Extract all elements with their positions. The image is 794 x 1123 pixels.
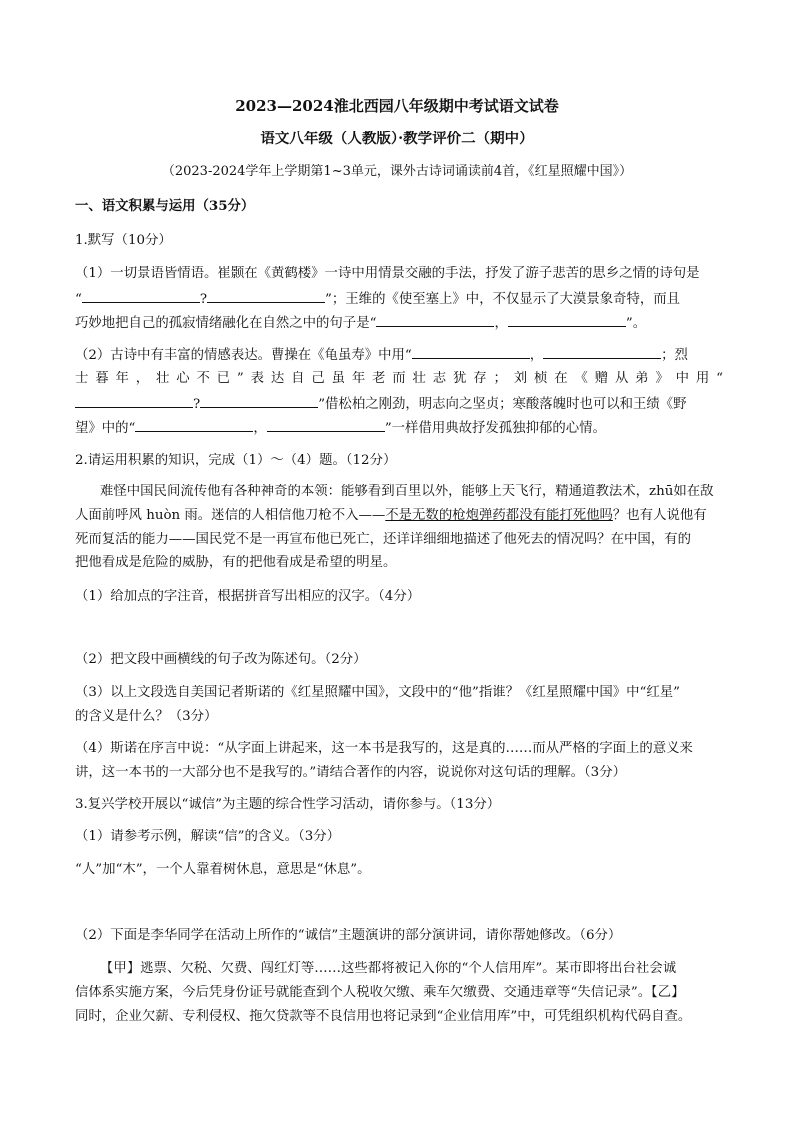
q2-heading: 2.请运用积累的知识，完成（1）～（4）题。（12分） — [75, 453, 397, 468]
passage-line: 死而复活的能力——国民党不是一再宣布他已死亡，还详详细细地描述了他死去的情况吗？在中国，有的 — [75, 532, 691, 547]
text: 望》中的“ — [75, 421, 136, 436]
text: ；烈 — [661, 348, 688, 363]
underlined-sentence: 不是无数的枪炮弹药都没有能打死他吗 — [385, 508, 613, 523]
q3-example: “人”加“木”，一个人靠着树休息，意思是“休息”。 — [75, 862, 371, 877]
answer-blank[interactable] — [200, 395, 318, 408]
text: ， — [253, 421, 267, 436]
q2-sub3-line1: （3）以上文段选自美国记者斯诺的《红星照耀中国》，文段中的“他”指谁？《红星照耀中国》中“红星” — [75, 685, 680, 700]
q2-sub1: （1）给加点的字注音，根据拼音写出相应的汉字。（4分） — [75, 589, 421, 604]
q2-sub2: （2）把文段中画横线的句子改为陈述句。（2分） — [75, 652, 367, 667]
q1-heading: 1.默写（10分） — [75, 233, 172, 248]
answer-blank[interactable] — [412, 346, 530, 359]
text: （2）古诗中有丰富的情感表达。曹操在《龟虽寿》中用“ — [75, 348, 412, 363]
speech-line: 信体系实施方案，今后凭身份证号就能查到个人税收欠缴、乘车欠缴费、交通违章等“失信记录”。【乙】 — [75, 985, 685, 1000]
text: ， — [529, 348, 544, 363]
answer-blank[interactable] — [82, 290, 200, 303]
q3-heading: 3.复兴学校开展以“诚信”为主题的综合性学习活动，请你参与。（13分） — [75, 797, 501, 812]
q1-part2-line4 — [75, 419, 723, 437]
q1-part2-line1 — [75, 346, 723, 364]
q2-sub3-line2: 的含义是什么？（3分） — [75, 709, 218, 724]
passage-line — [75, 508, 723, 524]
q2-sub4-line1: （4）斯诺在序言中说：“从字面上讲起来，这一本书是我写的，这是真的……而从严格的字面上的意义来 — [75, 741, 693, 756]
q1-part2-line2: 士暮年，壮心不已”表达自己虽年老而壮志犹存；刘桢在《赠从弟》中用“ — [75, 371, 723, 386]
text: ”一样借用典故抒发孤独抑郁的心情。 — [384, 421, 606, 436]
text: 人面前呼风 huòn 雨。迷信的人相信他刀枪不入—— — [75, 508, 386, 523]
text: ”；王维的《使至塞上》中，不仅显示了大漠景象奇特，而且 — [325, 292, 681, 307]
q1-part1-line1: （1）一切景语皆情语。崔颢在《黄鹤楼》一诗中用情景交融的手法，抒发了游子悲苦的思乡之情的诗句是 — [75, 266, 700, 281]
exam-subtitle: 语文八年级（人教版）·教学评价二（期中） — [260, 131, 534, 147]
text: “ — [75, 292, 82, 307]
text: ”借松柏之刚劲，明志向之坚贞；寒酸落魄时也可以和王绩《野 — [318, 397, 687, 412]
q1-part1-line2 — [75, 290, 723, 308]
section-heading: 一、语文积累与运用（35分） — [75, 198, 255, 214]
answer-blank[interactable] — [267, 419, 385, 432]
answer-blank[interactable] — [75, 395, 193, 408]
text: ”。 — [625, 316, 647, 331]
speech-line: 同时，企业欠薪、专利侵权、拖欠贷款等不良信用也将记录到“企业信用库”中，可凭组织机构代码自查。 — [75, 1009, 692, 1024]
exam-scope: （2023-2024学年上学期第1~3单元，课外古诗词诵读前4首，《红星照耀中国》） — [161, 164, 633, 179]
q3-sub2: （2）下面是李华同学在活动上所作的“诚信”主题演讲的部分演讲词，请你帮她修改。（6分） — [75, 928, 622, 943]
text: ， — [494, 316, 508, 331]
answer-blank[interactable] — [543, 346, 661, 359]
exam-title: 2023—2024淮北西园八年级期中考试语文试卷 — [235, 98, 559, 114]
passage-line: 难怪中国民间流传他有各种神奇的本领：能够看到百里以外，能够上天飞行，精通道教法术，zhū如在敌 — [100, 484, 714, 499]
answer-blank[interactable] — [508, 314, 626, 327]
answer-blank[interactable] — [135, 419, 253, 432]
speech-line: 【甲】逃票、欠税、欠费、闯红灯等……这些都将被记入你的“个人信用库”。某市即将出台社会诚 — [100, 961, 677, 976]
text: 巧妙地把自己的孤寂情绪融化在自然之中的句子是“ — [75, 316, 377, 331]
q1-part2-line3 — [75, 395, 723, 413]
text: ? — [199, 292, 208, 307]
text: ？也有人说他有 — [612, 508, 707, 523]
q2-sub4-line2: 讲，这一本书的一大部分也不是我写的。”请结合著作的内容，说说你对这句话的理解。（3分） — [75, 765, 626, 780]
text: ? — [193, 397, 201, 412]
answer-blank[interactable] — [207, 290, 325, 303]
passage-line: 把他看成是危险的威胁，有的把他看成是希望的明星。 — [75, 555, 397, 570]
q1-part1-line3 — [75, 314, 723, 332]
q3-sub1: （1）请参考示例，解读“信”的含义。（3分） — [75, 829, 341, 844]
answer-blank[interactable] — [376, 314, 494, 327]
